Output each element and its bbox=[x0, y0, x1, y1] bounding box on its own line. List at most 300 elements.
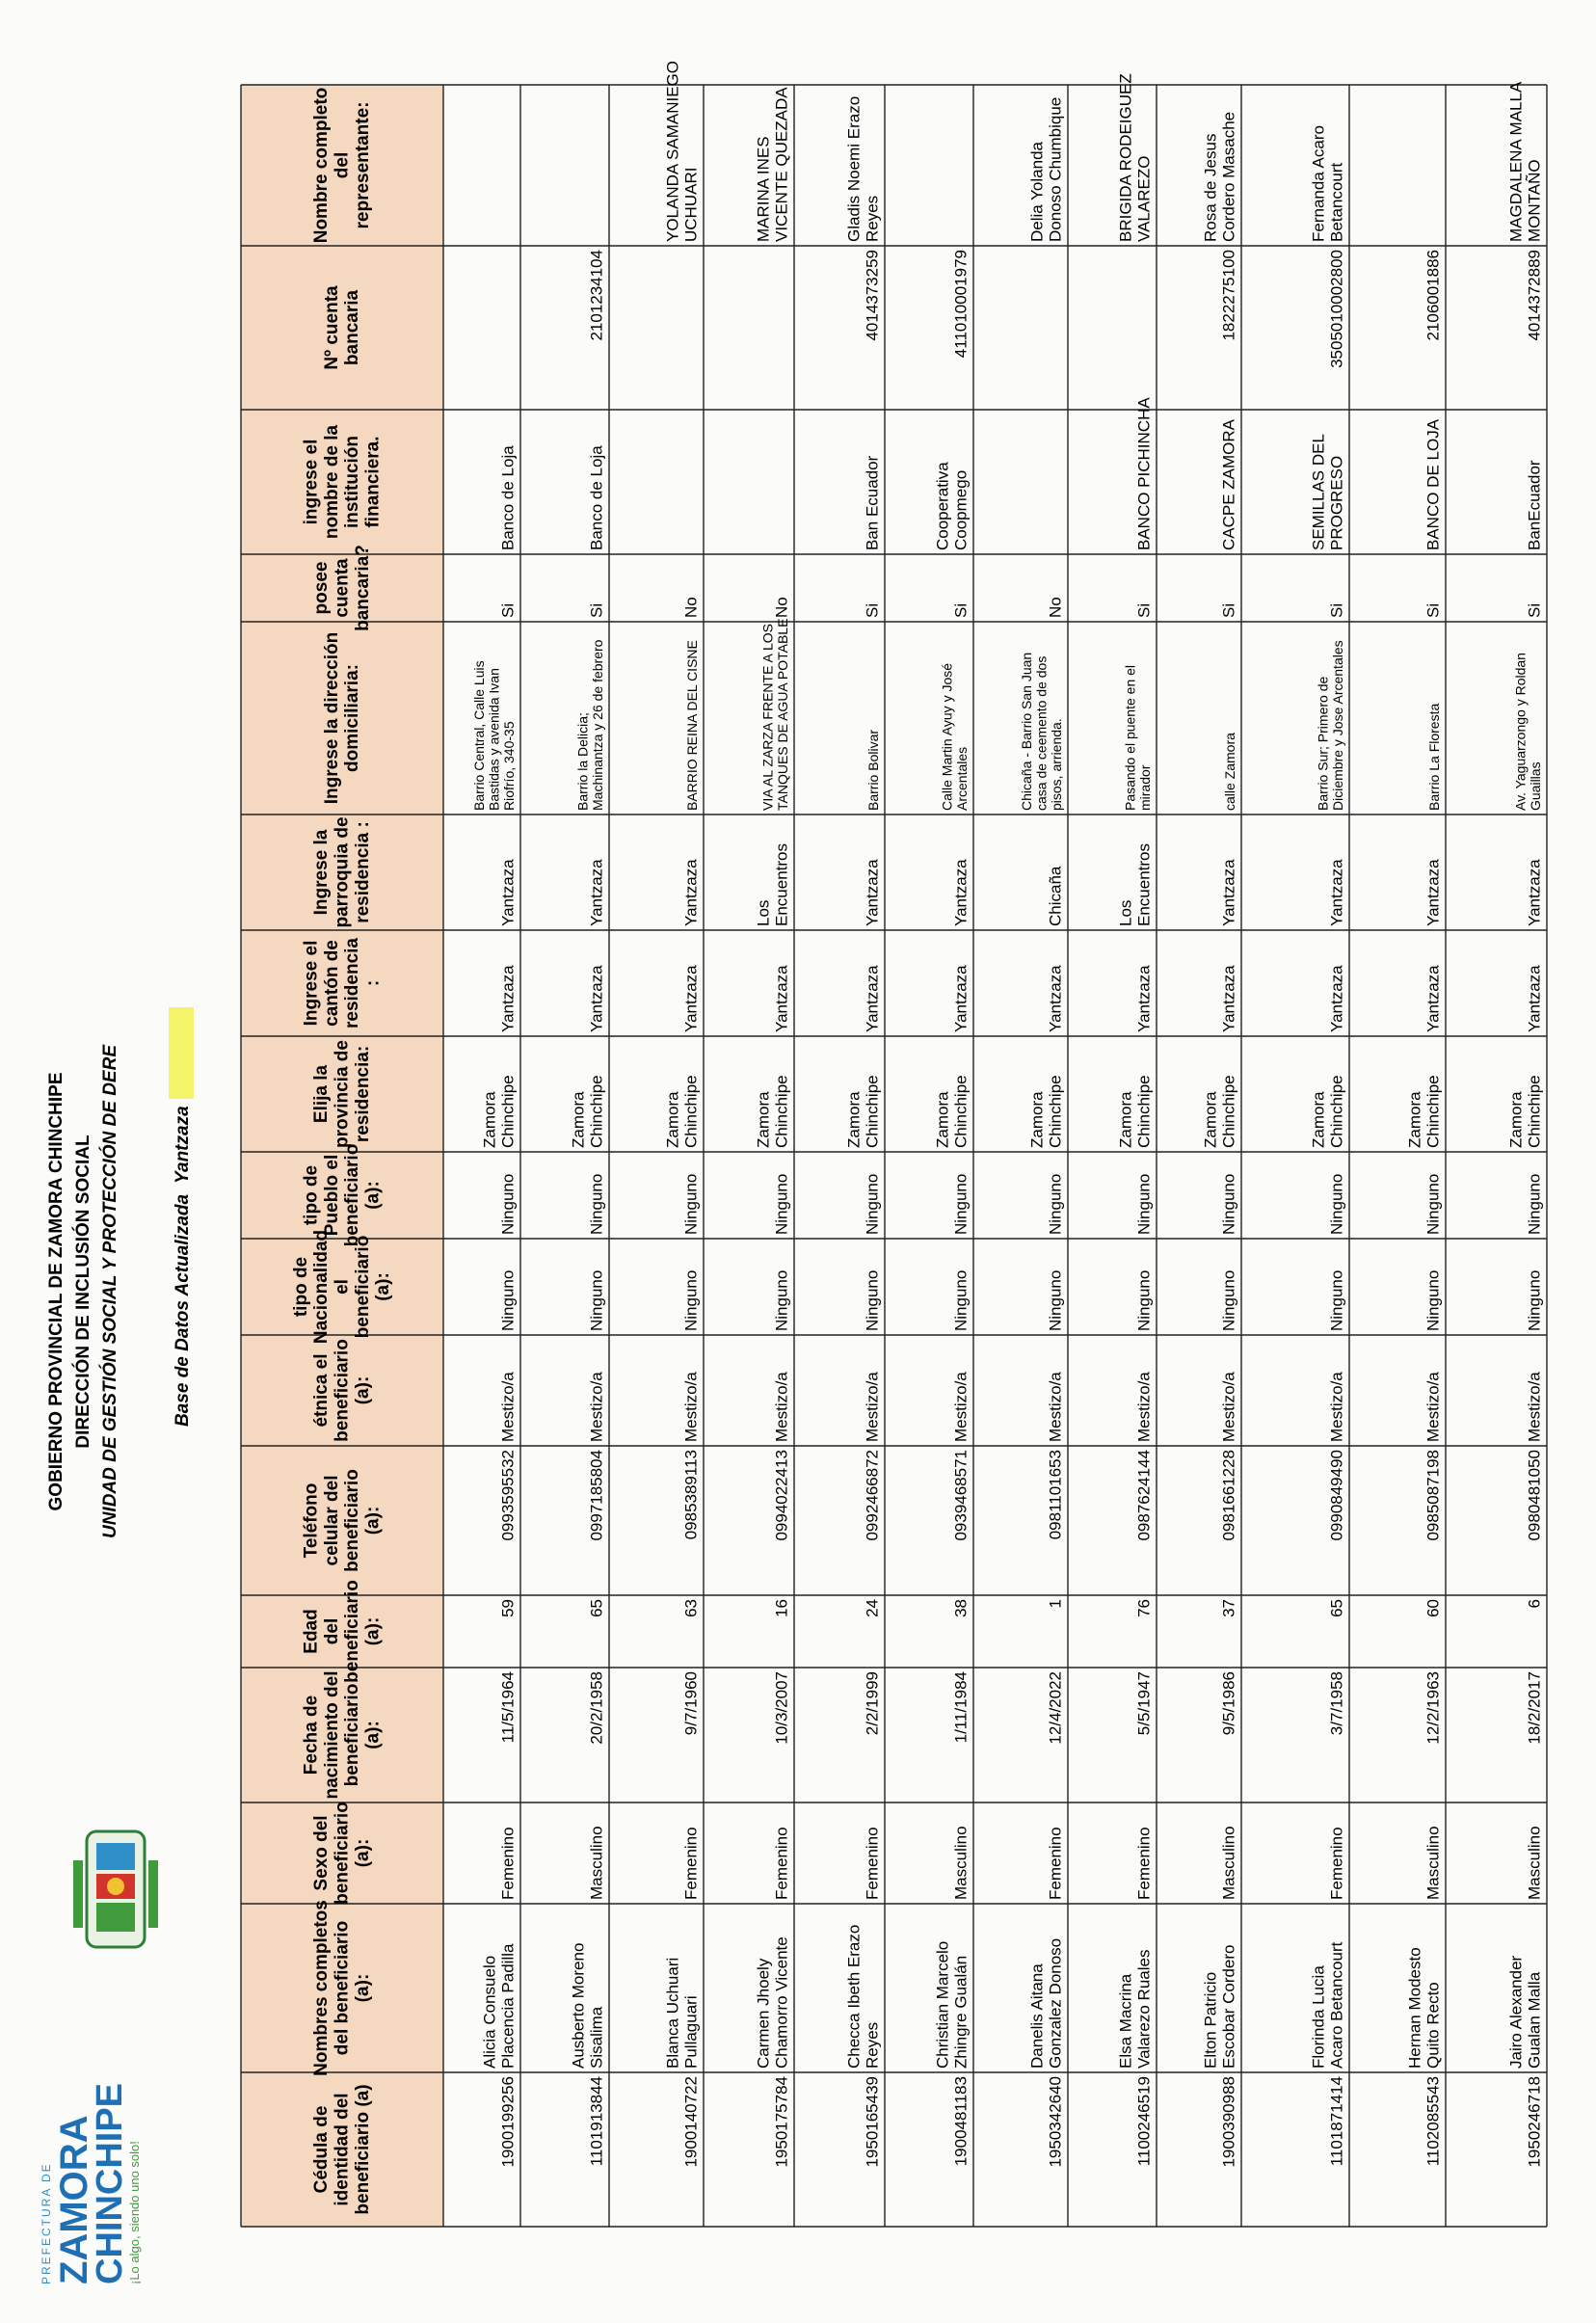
table-cell bbox=[681, 2076, 700, 2168]
table-cell bbox=[1525, 1826, 1543, 1900]
table-cell-line: 1/11/1984 bbox=[951, 1671, 971, 1744]
table-cell bbox=[1219, 1599, 1237, 1617]
table-cell bbox=[863, 1599, 881, 1617]
table-cell bbox=[587, 1450, 605, 1541]
table-cell-line: MONTAÑO bbox=[1525, 159, 1544, 242]
table-cell-line: Zamora bbox=[933, 1091, 952, 1148]
table-cell-line: Guaillas bbox=[1528, 761, 1544, 811]
table-cell-line: Delia Yolanda bbox=[1027, 142, 1047, 242]
table-cell-line: Bastidas y avenida Ivan bbox=[486, 668, 502, 811]
table-cell bbox=[1201, 1944, 1237, 2069]
table-cell bbox=[1327, 1599, 1345, 1617]
table-header-cell-line: (a): bbox=[362, 1721, 384, 1749]
table-header-cell-line: Pueblo el bbox=[321, 1154, 342, 1237]
table-cell bbox=[1046, 1174, 1064, 1235]
table-cell bbox=[772, 597, 790, 618]
table-cell-line: 37 bbox=[1219, 1599, 1238, 1617]
table-cell bbox=[1123, 665, 1154, 811]
table-cell-line: Banco de Loja bbox=[587, 445, 606, 550]
table-cell bbox=[663, 61, 700, 242]
header-line-2: DIRECCIÓN DE INCLUSIÓN SOCIAL bbox=[73, 1135, 93, 1449]
table-cell bbox=[863, 1270, 881, 1331]
table-cell bbox=[1219, 1826, 1237, 1900]
table-cell-line: Chicaña bbox=[1046, 866, 1065, 926]
table-cell bbox=[1327, 2076, 1345, 2166]
table-cell-line: Ninguno bbox=[951, 1173, 971, 1235]
table-cell-line: Yantzaza bbox=[1525, 859, 1544, 926]
table-cell bbox=[940, 663, 971, 811]
table-cell-line: Chinchipe bbox=[1423, 1075, 1443, 1148]
table-cell-line: 1100246519 bbox=[1134, 2076, 1154, 2167]
table-cell bbox=[951, 1450, 970, 1541]
table-cell-line: Quito Recto bbox=[1423, 1982, 1443, 2069]
table-cell-line: Si bbox=[587, 602, 606, 618]
table-cell-line: Zamora bbox=[480, 1091, 499, 1148]
table-cell bbox=[951, 2076, 970, 2166]
table-cell bbox=[754, 843, 790, 926]
table-header-cell-line: nacimiento del bbox=[321, 1670, 342, 1800]
table-cell-line: Ninguno bbox=[498, 1173, 518, 1235]
table-cell-line: Yantzaza bbox=[681, 859, 701, 926]
table-cell-line: Mestizo/a bbox=[1327, 1372, 1346, 1442]
table-cell-line: Ninguno bbox=[951, 1269, 971, 1331]
table-cell-line: 4014372889 bbox=[1525, 250, 1544, 341]
table-cell-line: 12/2/1963 bbox=[1423, 1671, 1443, 1745]
table-cell bbox=[1423, 2076, 1442, 2166]
table-cell bbox=[681, 1372, 700, 1442]
table-cell-line: Ninguno bbox=[863, 1173, 882, 1235]
table-cell bbox=[681, 1599, 700, 1617]
table-cell-line: No bbox=[1046, 597, 1065, 618]
table-cell bbox=[1525, 603, 1543, 618]
table-header-cell-line: (a): bbox=[362, 1506, 384, 1535]
table-cell-line: 10/3/2007 bbox=[772, 1671, 791, 1745]
table-cell-line: Zamora bbox=[1506, 1091, 1526, 1148]
table-cell-line: Mestizo/a bbox=[587, 1372, 606, 1442]
table-header-cell-line: domiciliaria: bbox=[342, 664, 363, 772]
table-cell-line: Gladis Noemi Erazo bbox=[844, 95, 864, 242]
table-cell-line: Yantzaza bbox=[951, 965, 971, 1032]
table-cell bbox=[1134, 1827, 1153, 1900]
table-cell bbox=[1423, 1174, 1442, 1235]
table-cell-line: Ninguno bbox=[498, 1269, 518, 1331]
table-cell-line: Christian Marcelo bbox=[933, 1940, 952, 2069]
table-header-cell-line: del bbox=[321, 1617, 342, 1645]
table-cell-line: Yantzaza bbox=[1525, 965, 1544, 1032]
table-cell-line: Elton Patricio bbox=[1201, 1971, 1220, 2069]
table-cell bbox=[1309, 125, 1345, 242]
table-cell-line: No bbox=[772, 597, 791, 618]
table-header-cell-line: Ingrese la dirección bbox=[321, 631, 342, 805]
table-cell-line: 2101234104 bbox=[587, 250, 606, 341]
table-cell-line: 6 bbox=[1525, 1599, 1544, 1609]
table-cell-line: 38 bbox=[951, 1599, 971, 1617]
logo-name-zamora: ZAMORA bbox=[53, 2115, 95, 2284]
table-cell-line: Femenino bbox=[1327, 1827, 1346, 1900]
table-cell bbox=[498, 1450, 517, 1541]
table-cell bbox=[1134, 397, 1153, 550]
table-cell-line: Zamora bbox=[754, 1091, 773, 1148]
table-cell-line: Chinchipe bbox=[1219, 1075, 1238, 1148]
logo-tagline: ¡Lo algo, siendo uno solo! bbox=[127, 2141, 142, 2284]
table-cell-line: Ninguno bbox=[863, 1269, 882, 1331]
table-cell-line: 1950342640 bbox=[1046, 2076, 1065, 2168]
table-cell-line: Jairo Alexander bbox=[1506, 1955, 1526, 2069]
table-cell-line: 65 bbox=[1327, 1599, 1346, 1617]
table-cell bbox=[498, 1827, 517, 1900]
table-cell bbox=[1327, 1827, 1345, 1900]
table-cell-line: Ninguno bbox=[1423, 1269, 1443, 1331]
table-cell-line: Mestizo/a bbox=[863, 1372, 882, 1442]
table-cell bbox=[587, 603, 605, 618]
table-header-cell-line: del bbox=[332, 151, 353, 179]
table-cell bbox=[863, 250, 881, 341]
table-header-cell-line: tipo de bbox=[301, 1164, 322, 1226]
table-header-cell-line: Edad bbox=[301, 1609, 322, 1654]
table-cell bbox=[1046, 1270, 1064, 1331]
table-cell-line: Placencia Padilla bbox=[498, 1943, 518, 2069]
table-cell-line: 4014373259 bbox=[863, 250, 882, 341]
table-cell bbox=[1134, 2076, 1153, 2166]
table-header-cell-line: tipo de bbox=[290, 1256, 311, 1318]
table-header-cell-line: (a): bbox=[352, 1375, 373, 1405]
table-cell-line: Ninguno bbox=[1327, 1269, 1346, 1331]
table-cell bbox=[863, 455, 881, 550]
table-cell-line: Yantzaza bbox=[772, 965, 791, 1032]
table-header-cell-line: representante: bbox=[352, 101, 373, 229]
table-cell bbox=[772, 1174, 790, 1235]
table-cell-line: Betancourt bbox=[1327, 162, 1346, 242]
table-cell bbox=[1134, 1671, 1153, 1735]
table-cell bbox=[1525, 1174, 1543, 1235]
table-cell bbox=[1134, 1599, 1153, 1617]
table-cell bbox=[1046, 866, 1064, 926]
table-cell bbox=[1525, 1599, 1543, 1608]
table-cell-line: Valarezo Ruales bbox=[1134, 1949, 1154, 2069]
table-cell-line: Zamora bbox=[1201, 1091, 1220, 1148]
header-line-3: UNIDAD DE GESTIÓN SOCIAL Y PROTECCIÓN DE DERE bbox=[100, 1044, 120, 1539]
table-cell-line: Gonzalez Donoso bbox=[1046, 1937, 1065, 2069]
table-cell bbox=[754, 87, 790, 242]
table-cell bbox=[772, 965, 790, 1032]
table-header-cell-line: beneficiario bbox=[352, 1235, 373, 1339]
table-cell-line: Reyes bbox=[863, 2021, 882, 2069]
table-cell bbox=[1525, 1671, 1543, 1745]
table-cell-line: Barrio Bolivar bbox=[865, 729, 882, 811]
table-cell bbox=[1525, 250, 1543, 341]
table-cell-line: 5/5/1947 bbox=[1134, 1671, 1154, 1736]
table-cell bbox=[1423, 1826, 1442, 1900]
table-cell-line: 59 bbox=[498, 1599, 518, 1617]
table-cell bbox=[1327, 1450, 1345, 1541]
table-cell-line: PROGRESO bbox=[1327, 455, 1346, 550]
table-cell bbox=[681, 1450, 700, 1539]
table-cell-line: Barrio Central, Calle Luis bbox=[470, 660, 487, 811]
table-cell-line: Yantzaza bbox=[1219, 859, 1238, 926]
table-cell-line: MARINA INES bbox=[754, 136, 773, 242]
table-cell-line: Fernanda Acaro bbox=[1309, 125, 1328, 242]
table-cell-line: Ninguno bbox=[1046, 1173, 1065, 1235]
table-cell-line: Banco de Loja bbox=[498, 445, 518, 550]
table-cell-line: Si bbox=[498, 602, 518, 618]
table-cell-line: 2106001886 bbox=[1423, 250, 1443, 341]
table-cell-line: Masculino bbox=[1525, 1826, 1544, 1900]
table-cell-line: Diciembre y Jose Arcentales bbox=[1330, 640, 1346, 811]
table-cell-line: 18/2/2017 bbox=[1525, 1671, 1544, 1745]
table-cell bbox=[681, 1827, 700, 1900]
table-cell-line: Si bbox=[1134, 602, 1154, 618]
table-cell-line: TANQUES DE AGUA POTABLE bbox=[775, 618, 791, 811]
table-cell bbox=[772, 1270, 790, 1331]
table-cell-line: 0997185804 bbox=[587, 1450, 606, 1541]
table-header-cell-line: (a): bbox=[362, 1181, 384, 1210]
table-cell bbox=[1525, 460, 1543, 550]
table-cell-line: Barrio Sur; Primero de bbox=[1315, 676, 1331, 811]
table-cell-line: Chinchipe bbox=[951, 1075, 971, 1148]
table-cell bbox=[754, 1075, 790, 1148]
table-cell-line: Ninguno bbox=[772, 1173, 791, 1235]
table-cell bbox=[1423, 250, 1442, 341]
table-header-cell-line: provincia de bbox=[332, 1040, 353, 1148]
table-cell-line: 1900390988 bbox=[1219, 2076, 1238, 2168]
table-cell bbox=[1046, 1450, 1064, 1539]
table-header-cell-line: celular del bbox=[321, 1475, 342, 1566]
table-cell-line: Ninguno bbox=[772, 1269, 791, 1331]
table-cell bbox=[863, 603, 881, 618]
table-cell bbox=[498, 1599, 517, 1617]
table-cell-line: 65 bbox=[587, 1599, 606, 1617]
table-cell bbox=[1201, 1075, 1237, 1148]
table-cell bbox=[587, 1826, 605, 1900]
table-cell-line: Chinchipe bbox=[1046, 1075, 1065, 1148]
table-cell bbox=[1525, 1372, 1543, 1442]
table-cell-line: 1102085543 bbox=[1423, 2076, 1443, 2167]
table-cell bbox=[933, 462, 970, 550]
table-cell-line: Acaro Betancourt bbox=[1327, 1941, 1346, 2069]
table-header-cell-line: ingrese el bbox=[301, 439, 322, 525]
table-cell bbox=[863, 2076, 881, 2168]
table-cell-line: 24 bbox=[863, 1599, 882, 1617]
table-cell bbox=[1423, 1270, 1442, 1331]
table-cell bbox=[1525, 1450, 1543, 1541]
table-cell bbox=[1219, 1372, 1237, 1442]
table-cell bbox=[1219, 1671, 1237, 1735]
table-cell bbox=[681, 597, 700, 618]
table-cell bbox=[587, 965, 605, 1032]
table-cell bbox=[681, 1270, 700, 1331]
table-cell bbox=[1134, 1450, 1153, 1541]
table-cell-line: Si bbox=[1423, 602, 1443, 618]
table-cell bbox=[1423, 859, 1442, 926]
table-cell-line: Hernan Modesto bbox=[1405, 1947, 1424, 2069]
logo-top-text: PREFECTURA DE bbox=[40, 2162, 53, 2284]
table-cell-line: Chinchipe bbox=[681, 1075, 701, 1148]
table-header-cell-line: residencia : bbox=[352, 821, 373, 923]
table-cell-line: Yantzaza bbox=[863, 965, 882, 1032]
table-cell bbox=[844, 1075, 881, 1148]
table-cell bbox=[480, 1075, 517, 1148]
table-cell-line: Yantzaza bbox=[951, 859, 971, 926]
table-cell-line: Yantzaza bbox=[1327, 965, 1346, 1032]
table-cell bbox=[951, 859, 970, 926]
table-cell-line: Los bbox=[754, 899, 773, 926]
table-cell-line: Pullaguari bbox=[681, 1995, 701, 2069]
table-cell-line: Yantzaza bbox=[587, 859, 606, 926]
table-cell bbox=[1525, 1270, 1543, 1331]
table-cell-line: Machinantza y 26 de febrero bbox=[590, 639, 606, 811]
table-cell-line: Chinchipe bbox=[587, 1075, 606, 1148]
table-cell-line: 0985389113 bbox=[681, 1450, 701, 1540]
table-cell-line: Yantzaza bbox=[863, 859, 882, 926]
table-cell bbox=[498, 445, 517, 550]
table-cell-line: 9/7/1960 bbox=[681, 1671, 701, 1736]
table-cell-line: SEMILLAS DEL bbox=[1309, 434, 1328, 550]
table-cell-line: 20/2/1958 bbox=[587, 1671, 606, 1745]
table-cell-line: Escobar Cordero bbox=[1219, 1944, 1238, 2069]
table-cell bbox=[1219, 965, 1237, 1032]
table-cell-line: Sisalima bbox=[587, 2006, 606, 2069]
table-cell-line: Zamora bbox=[569, 1091, 588, 1148]
table-cell-line: Yantzaza bbox=[498, 965, 518, 1032]
table-cell-line: Chicaña - Barrio San Juan bbox=[1018, 652, 1034, 811]
table-cell-line: 1950175784 bbox=[772, 2076, 791, 2168]
table-cell bbox=[1327, 250, 1345, 368]
table-cell bbox=[1327, 965, 1345, 1032]
table-cell bbox=[1027, 97, 1064, 242]
table-cell bbox=[1219, 603, 1237, 618]
table-cell bbox=[1116, 1075, 1153, 1148]
table-header-cell-line: (a): bbox=[352, 1973, 373, 2003]
table-cell bbox=[1046, 1599, 1064, 1608]
table-cell bbox=[1134, 965, 1153, 1032]
table-cell bbox=[1046, 1372, 1064, 1442]
table-cell-line: 0987624144 bbox=[1134, 1450, 1154, 1541]
table-cell-line: 0939468571 bbox=[951, 1450, 971, 1541]
table-cell-line: Yantzaza bbox=[1423, 859, 1443, 926]
table-header-cell-line: beneficiario bbox=[342, 1580, 363, 1683]
table-cell-line: 0993595532 bbox=[498, 1450, 518, 1541]
logo-name-chinchipe: CHINCHIPE bbox=[90, 2082, 130, 2284]
table-cell-line: 76 bbox=[1134, 1599, 1154, 1617]
table-cell-line: 0981661228 bbox=[1219, 1450, 1238, 1541]
table-cell-line: Reyes bbox=[863, 195, 882, 242]
table-cell bbox=[1219, 418, 1237, 550]
table-header-cell-line: Sexo del bbox=[311, 1815, 332, 1891]
table-cell bbox=[1405, 1947, 1442, 2069]
table-cell bbox=[844, 96, 881, 242]
table-cell bbox=[1423, 1372, 1442, 1442]
table-header-cell-line: identidad del bbox=[332, 2093, 353, 2206]
table-cell bbox=[1219, 1270, 1237, 1331]
table-cell-line: Chinchipe bbox=[498, 1075, 518, 1148]
table-header-cell-line: Nombre completo bbox=[311, 87, 332, 244]
table-cell bbox=[844, 1925, 881, 2069]
table-cell bbox=[498, 965, 517, 1032]
table-cell bbox=[587, 1174, 605, 1235]
table-header-cell-line: cantón de bbox=[321, 940, 342, 1027]
table-cell-line: YOLANDA SAMANIEGO bbox=[663, 61, 682, 242]
table-cell-line: 1950246718 bbox=[1525, 2076, 1544, 2168]
table-cell bbox=[663, 1075, 700, 1148]
table-cell-line: 1900199256 bbox=[498, 2076, 518, 2168]
table-cell bbox=[1134, 1270, 1153, 1331]
table-cell-line: 3505010002800 bbox=[1327, 250, 1346, 368]
table-cell-line: Masculino bbox=[1423, 1826, 1443, 1900]
table-cell-line: Femenino bbox=[1134, 1827, 1154, 1900]
table-cell-line: Yantzaza bbox=[681, 965, 701, 1032]
table-cell-line: Zamora bbox=[1309, 1091, 1328, 1148]
table-header-cell bbox=[311, 816, 373, 927]
table-cell bbox=[1046, 597, 1064, 618]
table-header-cell-line: (a): bbox=[373, 1272, 394, 1301]
table-cell bbox=[863, 965, 881, 1032]
table-cell-line: Ninguno bbox=[1219, 1269, 1238, 1331]
table-cell-line: Mestizo/a bbox=[1046, 1372, 1065, 1442]
table-cell bbox=[1134, 1174, 1153, 1235]
table-cell-line: Zamora bbox=[1405, 1091, 1424, 1148]
table-cell bbox=[1327, 1372, 1345, 1442]
table-header-cell-line: residencia: bbox=[352, 1045, 373, 1143]
table-cell-line: Elsa Macrina bbox=[1116, 1973, 1135, 2069]
table-cell bbox=[1134, 603, 1153, 618]
table-cell-line: VALAREZO bbox=[1134, 155, 1154, 242]
table-cell-line: 9/5/1986 bbox=[1219, 1671, 1238, 1736]
table-cell bbox=[471, 660, 517, 811]
table-cell-line: Masculino bbox=[951, 1826, 971, 1900]
table-cell bbox=[575, 639, 606, 811]
table-header-cell-line: beneficiario bbox=[342, 1469, 363, 1572]
table-cell-line: Yantzaza bbox=[587, 965, 606, 1032]
table-cell-line: Danelis Aitana bbox=[1027, 1963, 1047, 2069]
table-cell-line: Chinchipe bbox=[772, 1075, 791, 1148]
table-header-cell-line: institución bbox=[342, 435, 363, 529]
table-cell bbox=[1327, 859, 1345, 926]
table-header-cell-line: beneficiario (a) bbox=[352, 2084, 373, 2215]
table-cell bbox=[498, 859, 517, 926]
table-cell bbox=[587, 445, 605, 550]
table-cell bbox=[681, 965, 700, 1032]
table-header-cell-line: Cédula de bbox=[311, 2105, 332, 2194]
table-cell bbox=[951, 1174, 970, 1235]
table-cell-line: Yantzaza bbox=[498, 859, 518, 926]
table-cell-line: Yantzaza bbox=[1327, 859, 1346, 926]
table-cell bbox=[587, 859, 605, 926]
table-cell bbox=[1423, 603, 1442, 618]
table-cell bbox=[772, 1671, 790, 1745]
table-cell bbox=[951, 1270, 970, 1331]
table-cell-line: 1900140722 bbox=[681, 2076, 701, 2168]
table-cell-line: 0994022413 bbox=[772, 1450, 791, 1541]
table-cell-line: Chinchipe bbox=[1327, 1075, 1346, 1148]
table-cell bbox=[1327, 1671, 1345, 1735]
table-header-cell-line: cuenta bbox=[332, 558, 353, 618]
table-cell-line: Ninguno bbox=[587, 1173, 606, 1235]
table-cell bbox=[1506, 1075, 1543, 1148]
table-header-cell bbox=[322, 285, 362, 370]
table-cell-line: Ninguno bbox=[1219, 1173, 1238, 1235]
table-cell bbox=[587, 1599, 605, 1617]
table-cell-line: Ninguno bbox=[1046, 1269, 1065, 1331]
table-cell bbox=[1327, 1174, 1345, 1235]
table-cell-line: Ban Ecuador bbox=[863, 455, 882, 550]
table-cell bbox=[863, 1372, 881, 1442]
table-cell-line: 1101871414 bbox=[1327, 2076, 1346, 2167]
table-cell bbox=[587, 1671, 605, 1745]
table-cell bbox=[569, 1075, 605, 1148]
table-cell-line: BARRIO REINA DEL CISNE bbox=[684, 640, 701, 811]
table-cell bbox=[1019, 653, 1064, 811]
table-cell-line: 1950165439 bbox=[863, 2076, 882, 2168]
